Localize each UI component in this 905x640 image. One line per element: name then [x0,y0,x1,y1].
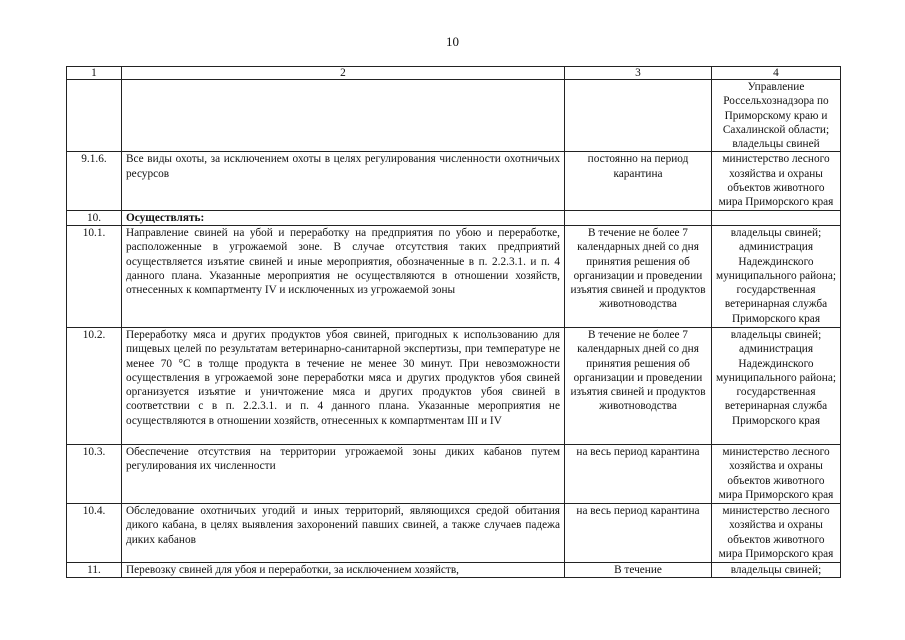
table-row [67,152,841,210]
row-measure [122,80,565,152]
row-responsible: министерство лесного хозяйства и охраны объектов животного мира Приморского края [712,503,841,562]
table-header-row [67,67,841,80]
row-term: В течение не более 7 календарных дней со дня принятия решения об организации и проведении изъятия свиней и продуктов животноводства [565,225,712,327]
row-number: 9.1.6. [67,152,122,210]
header-col-1: 1 [67,67,122,80]
row-measure: Все виды охоты, за исключением охоты в целях регулирования численности охотничьих ресурсов [122,152,565,210]
row-term: В течение [565,562,712,577]
row-number: 10.4. [67,503,122,562]
plan-table [66,66,841,578]
header-col-2: 2 [122,67,565,80]
row-term [565,80,712,152]
table-row [67,80,841,152]
row-number: 10.1. [67,225,122,327]
row-term: постоянно на период карантина [565,152,712,210]
row-responsible: владельцы свиней; администрация Надеждинского муниципального района; государственная ветеринарная служба Приморского края [712,225,841,327]
table-row [67,444,841,503]
row-term: на весь период карантина [565,444,712,503]
row-responsible: министерство лесного хозяйства и охраны объектов животного мира Приморского края [712,152,841,210]
row-number: 10. [67,210,122,225]
row-number: 10.2. [67,327,122,444]
row-measure: Перевозку свиней для убоя и переработки, за исключением хозяйств, [122,562,565,577]
row-measure: Осуществлять: [122,210,565,225]
page-number: 10 [446,34,459,49]
row-number [67,80,122,152]
row-term [565,210,712,225]
table-row [67,503,841,562]
header-col-3: 3 [565,67,712,80]
row-responsible [712,210,841,225]
row-term: на весь период карантина [565,503,712,562]
row-responsible: владельцы свиней; администрация Надеждинского муниципального района; государственная ветеринарная служба Приморского края [712,327,841,444]
row-responsible: министерство лесного хозяйства и охраны объектов животного мира Приморского края [712,444,841,503]
header-col-4: 4 [712,67,841,80]
row-number: 10.3. [67,444,122,503]
row-measure: Обследование охотничьих угодий и иных территорий, являющихся средой обитания дикого кабана, в целях выявления захоронений павших свиней, а также случаев падежа диких кабанов [122,503,565,562]
table-row [67,210,841,225]
row-term: В течение не более 7 календарных дней со дня принятия решения об организации и проведении изъятия свиней и продуктов животноводства [565,327,712,444]
row-measure: Переработку мяса и других продуктов убоя свиней, пригодных к использованию для пищевых целей по результатам ветеринарно-санитарной экспертизы, при температуре не менее 70 °С в толще продукта в течение не менее 30 минут. При невозможности осуществления в угрожаемой зоне переработки мяса и других продуктов убоя свиней организуется изъятие и уничтожение мяса и других продуктов убоя свиней в соответствии с в п. 2.2.3.1. и п. 4 данного плана. Указанные мероприятия не осуществляются в отношении хозяйств, отнесенных к компартментам III и IV [122,327,565,444]
row-responsible: владельцы свиней; [712,562,841,577]
row-number: 11. [67,562,122,577]
row-responsible: Управление Россельхознадзора по Приморскому краю и Сахалинской области; владельцы свиней [712,80,841,152]
table-row [67,327,841,444]
table-row [67,562,841,577]
row-measure: Направление свиней на убой и переработку на предприятия по убою и переработке, расположенные в угрожаемой зоне. В случае отсутствия таких предприятий осуществляется изъятие свиней и иные мероприятия, обозначенные в п. 2.2.3.1. и п. 4 данного плана. Указанные мероприятия не осуществляются в отношении хозяйств, отнесенных к компартменту IV и исключенных из угрожаемой зоны [122,225,565,327]
row-measure: Обеспечение отсутствия на территории угрожаемой зоны диких кабанов путем регулирования их численности [122,444,565,503]
table-row [67,225,841,327]
